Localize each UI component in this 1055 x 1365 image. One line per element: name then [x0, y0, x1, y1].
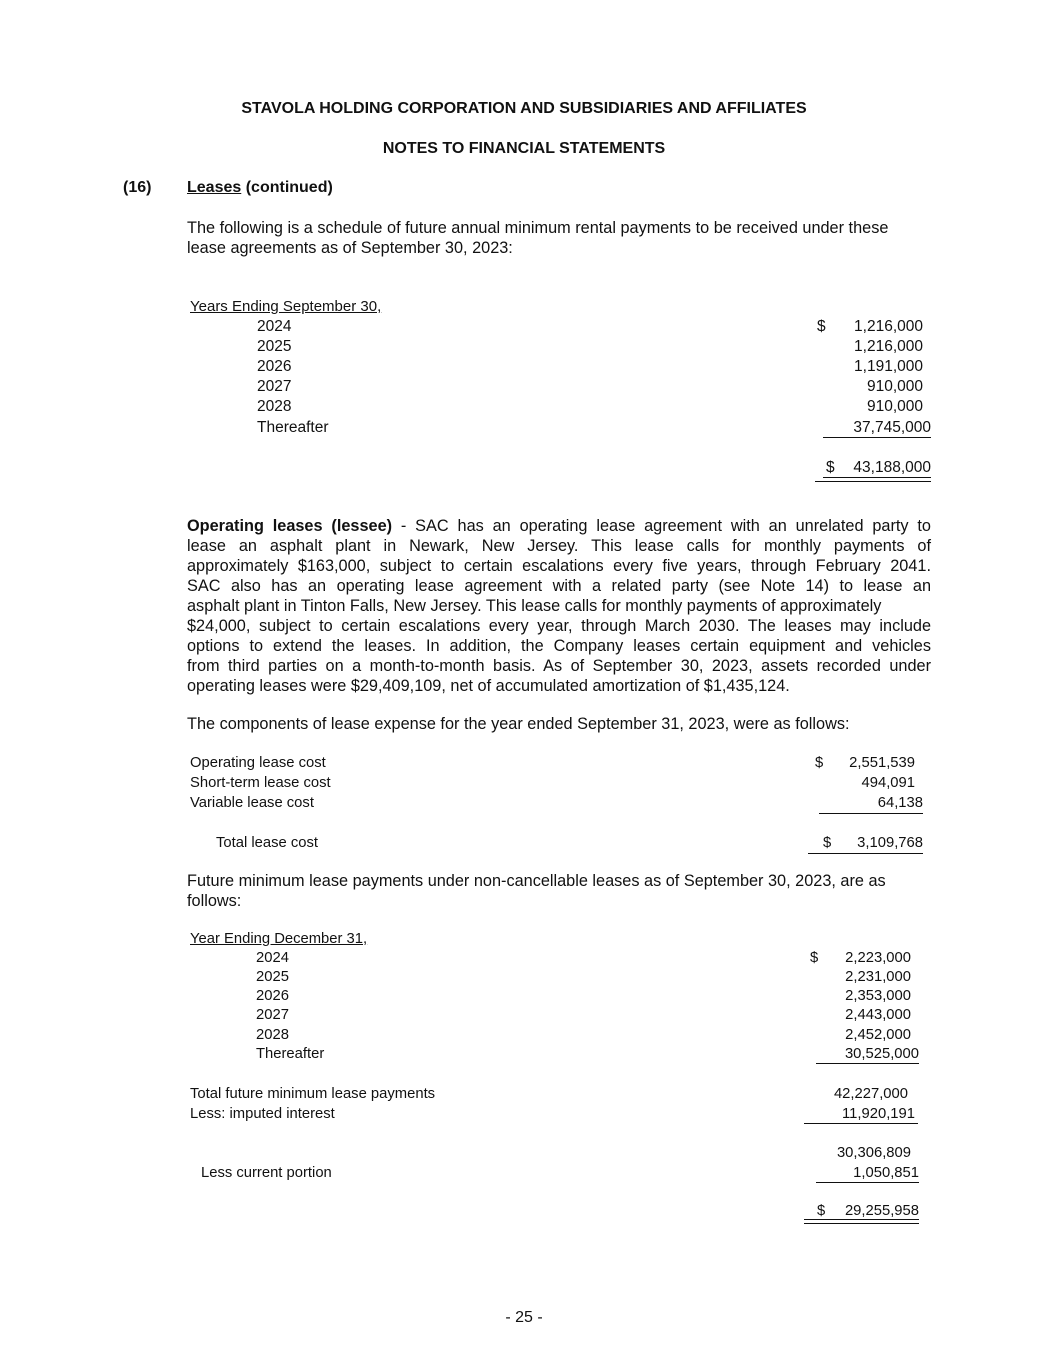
- lease-expense-label: Variable lease cost: [190, 795, 314, 811]
- subtotal-rule: [816, 1182, 919, 1183]
- lease-expense-total-label: Total lease cost: [216, 835, 318, 851]
- lease-expense-total-currency: $: [823, 835, 832, 851]
- future-row-amount: 2,452,000: [845, 1027, 911, 1043]
- rental-row-year: 2028: [257, 398, 292, 415]
- current-portion-label: Less current portion: [201, 1165, 332, 1181]
- subtotal-rule: [816, 1063, 919, 1064]
- paragraph-line: SAC also has an operating lease agreement with a related party (see Note 14) to lease an: [187, 577, 931, 595]
- rental-schedule-header: Years Ending September 30,: [190, 298, 382, 315]
- lease-expense-amount: 64,138: [877, 795, 923, 811]
- rental-row-year: Thereafter: [257, 419, 329, 436]
- intro-line: follows:: [187, 892, 242, 910]
- paragraph-line: $24,000, subject to certain escalations every year, through March 2030. The leases may include: [187, 617, 931, 635]
- lease-expense-intro: The components of lease expense for the year ended September 31, 2023, were as follows:: [187, 715, 850, 733]
- subtotal-rule: [819, 813, 923, 814]
- paragraph-line: options to extend the leases. In addition, the Company leases certain equipment and vehicles: [187, 637, 931, 655]
- rental-total-amount: 43,188,000: [853, 459, 931, 476]
- imputed-interest-amount: 11,920,191: [842, 1106, 915, 1122]
- operating-leases-lead: Operating leases (lessee): [187, 517, 393, 535]
- total-payments-label: Total future minimum lease payments: [190, 1086, 436, 1102]
- paragraph-line: operating leases were $29,409,109, net of accumulated amortization of $1,435,124.: [187, 677, 790, 695]
- page-number: - 25 -: [505, 1309, 543, 1326]
- future-payments-header: Year Ending December 31,: [190, 931, 368, 947]
- rental-row-amount: 1,191,000: [854, 358, 923, 375]
- rental-row-amount: 1,216,000: [854, 318, 923, 335]
- intro-line: The following is a schedule of future annual minimum rental payments to be received under these: [187, 219, 889, 237]
- future-row-year: 2028: [256, 1027, 289, 1043]
- current-portion-amount: 1,050,851: [853, 1165, 919, 1181]
- paragraph-line: lease an asphalt plant in Newark, New Jersey. This lease calls for monthly payments of: [187, 537, 931, 555]
- rental-row-year: 2027: [257, 378, 292, 395]
- rental-row-year: 2025: [257, 338, 292, 355]
- paragraph-text: - SAC has an operating lease agreement with an unrelated party to: [392, 517, 931, 535]
- section-title-main: Leases: [187, 179, 242, 196]
- section-number: (16): [123, 179, 152, 196]
- future-row-amount: 2,231,000: [845, 969, 911, 985]
- paragraph-line: [187, 516, 931, 536]
- future-row-year: 2027: [256, 1007, 289, 1023]
- future-row-amount: 2,353,000: [845, 988, 911, 1004]
- section-title: [187, 179, 333, 197]
- paragraph-line: from third parties on a month-to-month basis. As of September 30, 2023, assets recorded under: [187, 657, 931, 675]
- rental-row-year: 2026: [257, 358, 292, 375]
- subtotal-rule: [804, 1123, 918, 1124]
- intro-line: Future minimum lease payments under non-cancellable leases as of September 30, 2023, are as: [187, 872, 886, 890]
- total-rule: [808, 853, 923, 854]
- future-row-year: 2025: [256, 969, 289, 985]
- rental-row-amount: 910,000: [866, 378, 923, 395]
- operating-leases-paragraph: [187, 516, 931, 696]
- future-row-amount: 2,443,000: [845, 1007, 911, 1023]
- future-payments-intro: [187, 871, 931, 911]
- rental-total-currency: $: [826, 459, 835, 476]
- future-row-year: Thereafter: [256, 1046, 325, 1062]
- rental-row-amount: 1,216,000: [854, 338, 923, 355]
- lease-expense-currency: $: [815, 755, 824, 771]
- rental-row-amount: 910,000: [866, 398, 923, 415]
- imputed-interest-label: Less: imputed interest: [190, 1106, 335, 1122]
- total-rule: [804, 1219, 919, 1220]
- paragraph-line: approximately $163,000, subject to certain escalations every five years, through February 2041.: [187, 557, 931, 575]
- net-lease-amount: 30,306,809: [836, 1145, 911, 1161]
- paragraph-line: asphalt plant in Tinton Falls, New Jersey. This lease calls for monthly payments of approximately: [187, 597, 882, 615]
- section-title-suffix: (continued): [241, 179, 333, 196]
- future-payments-currency: $: [810, 950, 819, 966]
- document-subtitle: NOTES TO FINANCIAL STATEMENTS: [382, 140, 666, 157]
- future-row-amount: 30,525,000: [844, 1046, 919, 1062]
- final-amount: 29,255,958: [844, 1203, 919, 1219]
- total-payments-amount: 42,227,000: [833, 1086, 908, 1102]
- intro-line: lease agreements as of September 30, 2023:: [187, 239, 513, 257]
- rental-row-amount: 37,745,000: [853, 419, 931, 436]
- future-row-year: 2024: [256, 950, 289, 966]
- lease-expense-amount: 2,551,539: [849, 755, 915, 771]
- lease-expense-amount: 494,091: [861, 775, 915, 791]
- total-double-rule: [815, 481, 931, 482]
- future-row-year: 2026: [256, 988, 289, 1004]
- intro-paragraph: [187, 218, 931, 258]
- total-rule: [823, 477, 931, 478]
- company-title: STAVOLA HOLDING CORPORATION AND SUBSIDIARIES AND AFFILIATES: [241, 100, 807, 117]
- future-row-amount: 2,223,000: [845, 950, 911, 966]
- rental-currency: $: [817, 318, 826, 335]
- total-double-rule: [804, 1223, 919, 1224]
- subtotal-rule: [823, 437, 931, 438]
- final-currency: $: [817, 1203, 826, 1219]
- rental-row-year: 2024: [257, 318, 292, 335]
- lease-expense-total-amount: 3,109,768: [857, 835, 923, 851]
- lease-expense-label: Operating lease cost: [190, 755, 326, 771]
- lease-expense-label: Short-term lease cost: [190, 775, 331, 791]
